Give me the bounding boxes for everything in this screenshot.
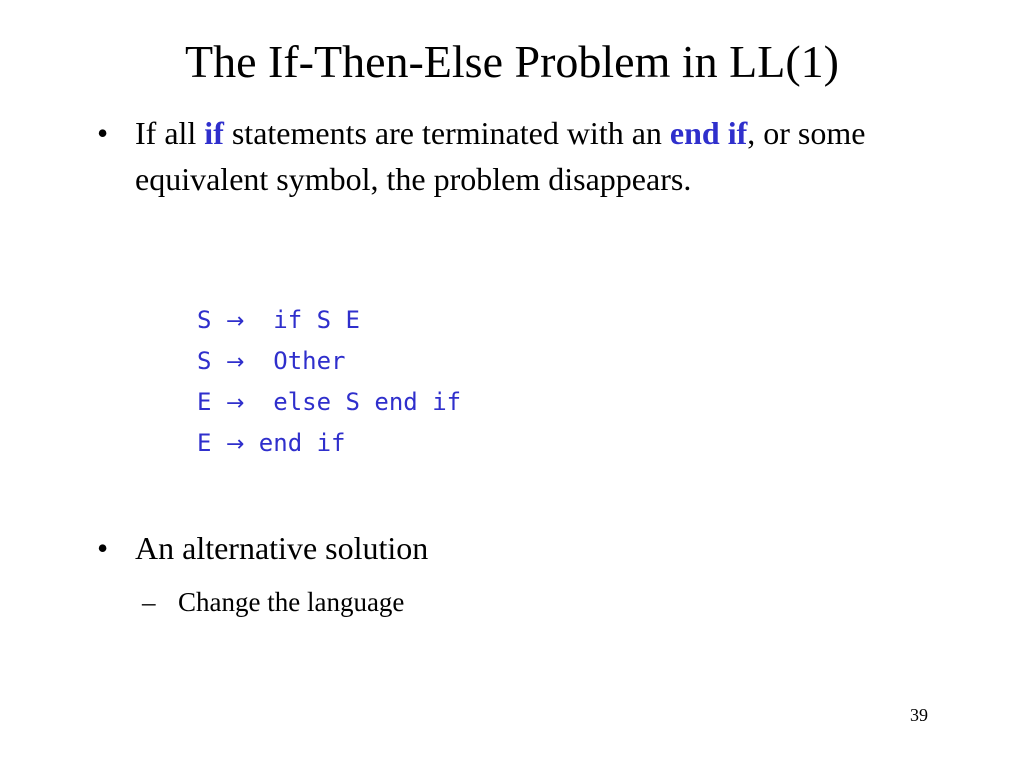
dash-marker: – (142, 587, 156, 617)
rule-lhs: E (197, 429, 212, 457)
rule-lhs: S (197, 306, 212, 334)
bullet-item-terminated (97, 110, 937, 202)
rule-rhs: if S E (273, 306, 360, 334)
bullet-marker: • (97, 530, 109, 566)
bullet-text-part: If all (135, 115, 205, 151)
keyword-if: if (204, 115, 224, 151)
grammar-rule (197, 423, 461, 464)
keyword-end-if: end if (669, 115, 748, 151)
rule-rhs: end if (258, 429, 346, 457)
sub-bullet-change-language (142, 582, 404, 622)
arrow-icon: → (225, 432, 245, 457)
grammar-rules (197, 300, 461, 464)
arrow-icon: → (225, 350, 245, 375)
bullet-item-alternative (97, 525, 937, 571)
slide-title: The If-Then-Else Problem in LL(1) (185, 36, 839, 87)
rule-rhs: else S end if (273, 388, 462, 416)
bullet-text (135, 110, 937, 202)
rule-rhs: Other (273, 347, 346, 375)
bullet-marker: • (97, 115, 109, 151)
grammar-rule (197, 300, 461, 341)
bullet-text: An alternative solution (135, 530, 429, 566)
bullet-text-part: , or some equivalent symbol, the problem disappears. (135, 115, 866, 197)
grammar-rule (197, 341, 461, 382)
arrow-icon: → (225, 309, 245, 334)
sub-bullet-text: Change the language (178, 587, 405, 617)
arrow-icon: → (225, 391, 245, 416)
page-number: 39 (910, 705, 928, 725)
rule-lhs: S (197, 347, 212, 375)
rule-lhs: E (197, 388, 212, 416)
grammar-rule (197, 382, 461, 423)
bullet-text-part: statements are terminated with an (223, 115, 670, 151)
